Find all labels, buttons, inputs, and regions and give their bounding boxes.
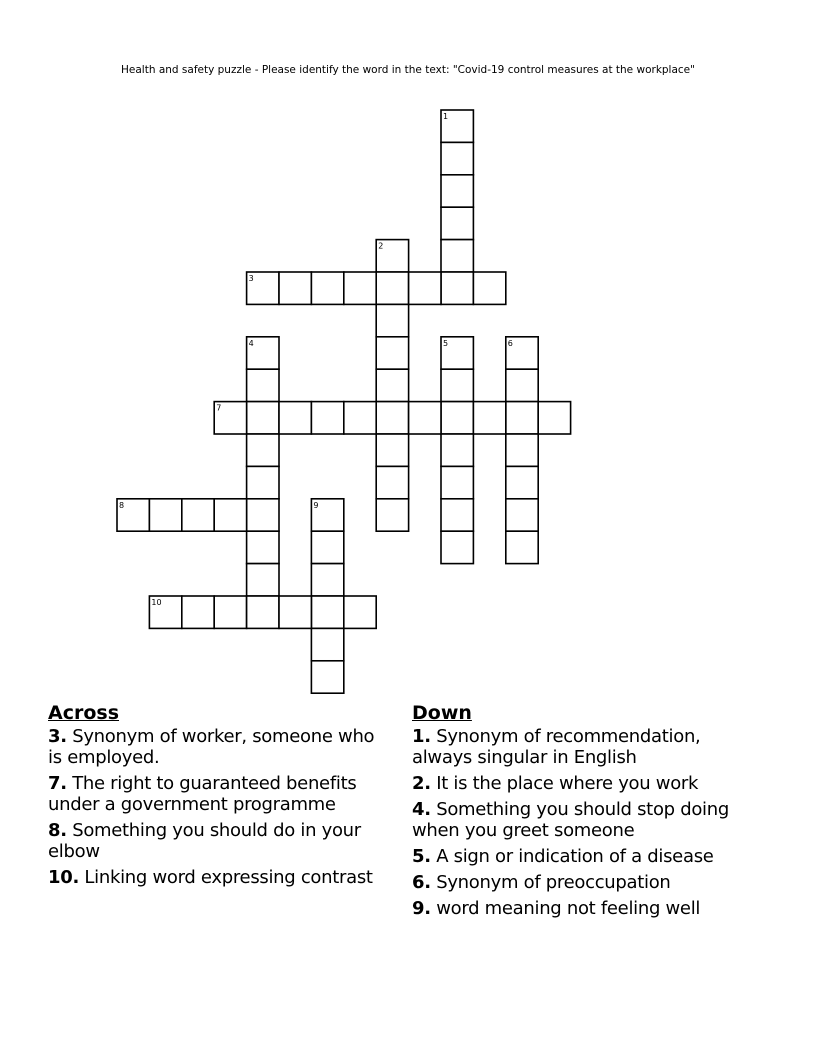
clue-number: 5. bbox=[412, 846, 431, 867]
cell-number: 3 bbox=[248, 274, 254, 283]
cell-number: 6 bbox=[507, 338, 513, 348]
clue-text: Linking word expressing contrast bbox=[84, 867, 373, 888]
grid-cell[interactable] bbox=[376, 466, 408, 498]
clue-down-1 bbox=[412, 726, 757, 768]
grid-cell[interactable] bbox=[376, 434, 408, 466]
grid-cell[interactable] bbox=[214, 596, 246, 628]
clue-number: 1. bbox=[412, 726, 431, 747]
clue-text: Synonym of worker, someone who is employed. bbox=[48, 726, 375, 768]
grid-cell[interactable] bbox=[538, 402, 570, 434]
across-heading: Across bbox=[48, 702, 120, 724]
grid-cell[interactable] bbox=[149, 499, 181, 531]
grid-cell[interactable] bbox=[506, 434, 538, 466]
grid-cell[interactable] bbox=[247, 369, 279, 401]
grid-cell[interactable] bbox=[311, 402, 343, 434]
grid-cell[interactable] bbox=[247, 596, 279, 628]
clue-number: 3. bbox=[48, 726, 67, 747]
grid-cell[interactable] bbox=[214, 499, 246, 531]
grid-cell[interactable] bbox=[376, 402, 408, 434]
clue-down-2 bbox=[412, 773, 757, 794]
clue-number: 10. bbox=[48, 867, 79, 888]
grid-cell[interactable] bbox=[441, 499, 473, 531]
grid-cell[interactable] bbox=[506, 499, 538, 531]
grid-cell[interactable] bbox=[441, 531, 473, 563]
grid-cell[interactable] bbox=[311, 564, 343, 596]
clue-across-8 bbox=[48, 820, 393, 862]
grid-cell[interactable] bbox=[247, 402, 279, 434]
grid-cell[interactable] bbox=[441, 142, 473, 174]
grid-cell[interactable] bbox=[376, 369, 408, 401]
grid-cell[interactable] bbox=[311, 531, 343, 563]
grid-cell[interactable] bbox=[506, 402, 538, 434]
cell-number: 7 bbox=[216, 403, 222, 413]
clue-number: 9. bbox=[412, 898, 431, 919]
grid-cell[interactable] bbox=[376, 272, 408, 304]
cell-number: 4 bbox=[248, 338, 254, 348]
grid-cell[interactable] bbox=[344, 402, 376, 434]
clue-number: 8. bbox=[48, 820, 67, 841]
grid-cell[interactable] bbox=[344, 596, 376, 628]
grid-cell[interactable] bbox=[344, 272, 376, 304]
grid-cell[interactable] bbox=[311, 661, 343, 693]
clue-across-10 bbox=[48, 867, 393, 888]
clue-number: 6. bbox=[412, 872, 431, 893]
clue-down-4 bbox=[412, 799, 757, 841]
clue-across-7 bbox=[48, 773, 393, 815]
clue-text: Synonym of recommendation, always singular in English bbox=[412, 726, 701, 768]
grid-cell[interactable] bbox=[376, 499, 408, 531]
grid-cell[interactable] bbox=[441, 369, 473, 401]
cell-number: 2 bbox=[378, 241, 384, 251]
grid-cell[interactable] bbox=[279, 402, 311, 434]
clue-text: Something you should stop doing when you greet someone bbox=[412, 799, 729, 841]
clue-down-5 bbox=[412, 846, 757, 867]
clue-text: word meaning not feeling well bbox=[436, 898, 701, 919]
clue-down-6 bbox=[412, 872, 757, 893]
cell-number: 8 bbox=[119, 500, 125, 510]
grid-cell[interactable] bbox=[441, 402, 473, 434]
grid-cell[interactable] bbox=[279, 596, 311, 628]
grid-cell[interactable] bbox=[376, 304, 408, 336]
grid-cell[interactable] bbox=[441, 207, 473, 239]
grid-cell[interactable] bbox=[473, 402, 505, 434]
clue-number: 4. bbox=[412, 799, 431, 820]
grid-cell[interactable] bbox=[473, 272, 505, 304]
grid-cell[interactable] bbox=[506, 369, 538, 401]
grid-cell[interactable] bbox=[247, 531, 279, 563]
grid-cell[interactable] bbox=[376, 337, 408, 369]
grid-cell[interactable] bbox=[506, 466, 538, 498]
grid-cell[interactable] bbox=[441, 272, 473, 304]
grid-cell[interactable] bbox=[247, 466, 279, 498]
grid-cell[interactable] bbox=[182, 499, 214, 531]
grid-cell[interactable] bbox=[247, 564, 279, 596]
grid-cell[interactable] bbox=[506, 531, 538, 563]
grid-cell[interactable] bbox=[247, 499, 279, 531]
grid-cell[interactable] bbox=[182, 596, 214, 628]
clue-text: A sign or indication of a disease bbox=[436, 846, 714, 867]
cell-number: 10 bbox=[151, 598, 162, 607]
grid-cell[interactable] bbox=[409, 272, 441, 304]
grid-cell[interactable] bbox=[441, 240, 473, 272]
clue-text: The right to guaranteed benefits under a government programme bbox=[48, 773, 357, 815]
clue-text: Something you should do in your elbow bbox=[48, 820, 361, 862]
grid-cell[interactable] bbox=[409, 402, 441, 434]
cell-number: 1 bbox=[443, 112, 449, 121]
cell-number: 9 bbox=[313, 500, 319, 510]
down-clues bbox=[412, 702, 757, 924]
grid-cell[interactable] bbox=[247, 434, 279, 466]
across-clues bbox=[48, 702, 393, 893]
clue-across-3 bbox=[48, 726, 393, 768]
puzzle-title: Health and safety puzzle - Please identify the word in the text: "Covid-19 control measures at the workplace" bbox=[121, 64, 695, 76]
clue-text: It is the place where you work bbox=[436, 773, 699, 794]
grid-cell[interactable] bbox=[279, 272, 311, 304]
grid-cell[interactable] bbox=[311, 628, 343, 660]
grid-cell[interactable] bbox=[441, 175, 473, 207]
clue-text: Synonym of preoccupation bbox=[436, 872, 671, 893]
grid-cell[interactable] bbox=[441, 434, 473, 466]
grid-cell[interactable] bbox=[311, 272, 343, 304]
down-heading: Down bbox=[412, 702, 472, 724]
clue-down-9 bbox=[412, 898, 757, 919]
cell-number: 5 bbox=[443, 338, 449, 348]
grid-cell[interactable] bbox=[441, 466, 473, 498]
clue-number: 7. bbox=[48, 773, 67, 794]
grid-cell[interactable] bbox=[311, 596, 343, 628]
clue-number: 2. bbox=[412, 773, 431, 794]
